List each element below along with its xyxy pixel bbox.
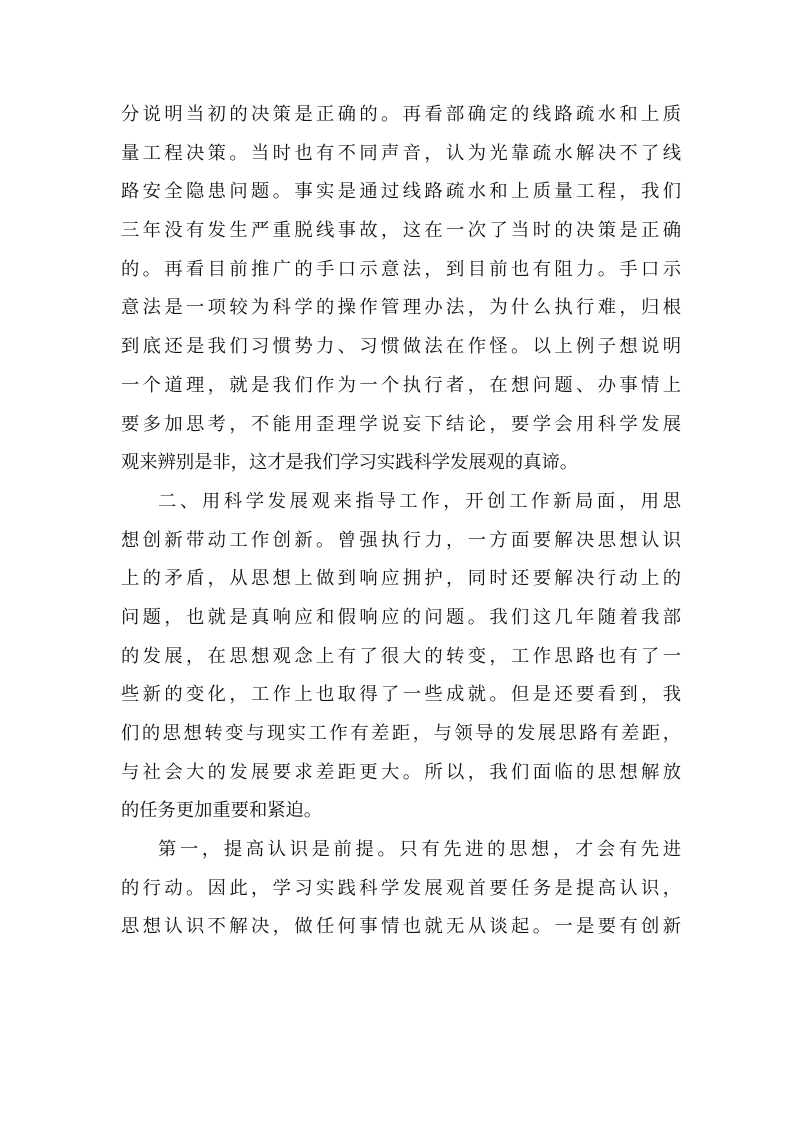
text-line: 要多加思考，不能用歪理学说妄下结论，要学会用科学发展 (121, 413, 681, 435)
text-line: 观来辨别是非，这才是我们学习实践科学发展观的真谛。 (121, 452, 579, 474)
text-line: 问题，也就是真响应和假响应的问题。我们这几年随着我部 (121, 606, 681, 628)
text-line: 上的矛盾，从思想上做到响应拥护，同时还要解决行动上的 (121, 568, 681, 590)
section-heading-line: 二、用科学发展观来指导工作，开创工作新局面，用思 (158, 490, 681, 512)
text-line: 意法是一项较为科学的操作管理办法，为什么执行难，归根 (121, 297, 681, 319)
text-line: 路安全隐患问题。事实是通过线路疏水和上质量工程，我们 (121, 181, 681, 203)
text-line: 与社会大的发展要求差距更大。所以，我们面临的思想解放 (121, 761, 681, 783)
body-text (121, 96, 681, 947)
text-line: 的行动。因此，学习实践科学发展观首要任务是提高认识， (121, 877, 681, 899)
text-line: 思想认识不解决，做任何事情也就无从谈起。一是要有创新 (121, 916, 681, 938)
text-line: 分说明当初的决策是正确的。再看部确定的线路疏水和上质 (121, 104, 681, 125)
text-line: 们的思想转变与现实工作有差距，与领导的发展思路有差距， (121, 723, 681, 744)
text-line: 的发展，在思想观念上有了很大的转变，工作思路也有了一 (121, 645, 681, 667)
text-line: 想创新带动工作创新。曾强执行力，一方面要解决思想认识 (121, 529, 681, 551)
text-line: 到底还是我们习惯势力、习惯做法在作怪。以上例子想说明 (121, 336, 681, 358)
text-line: 的任务更加重要和紧迫。 (121, 800, 323, 822)
text-line: 的。再看目前推广的手口示意法，到目前也有阻力。手口示 (121, 258, 681, 280)
text-line: 些新的变化，工作上也取得了一些成就。但是还要看到，我 (121, 684, 681, 706)
text-line: 量工程决策。当时也有不同声音，认为光靠疏水解决不了线 (121, 142, 681, 164)
text-line: 一个道理，就是我们作为一个执行者，在想问题、办事情上 (121, 374, 681, 396)
text-line: 三年没有发生严重脱线事故，这在一次了当时的决策是正确 (121, 220, 681, 242)
paragraph-start-line: 第一，提高认识是前提。只有先进的思想，才会有先进 (158, 839, 681, 861)
